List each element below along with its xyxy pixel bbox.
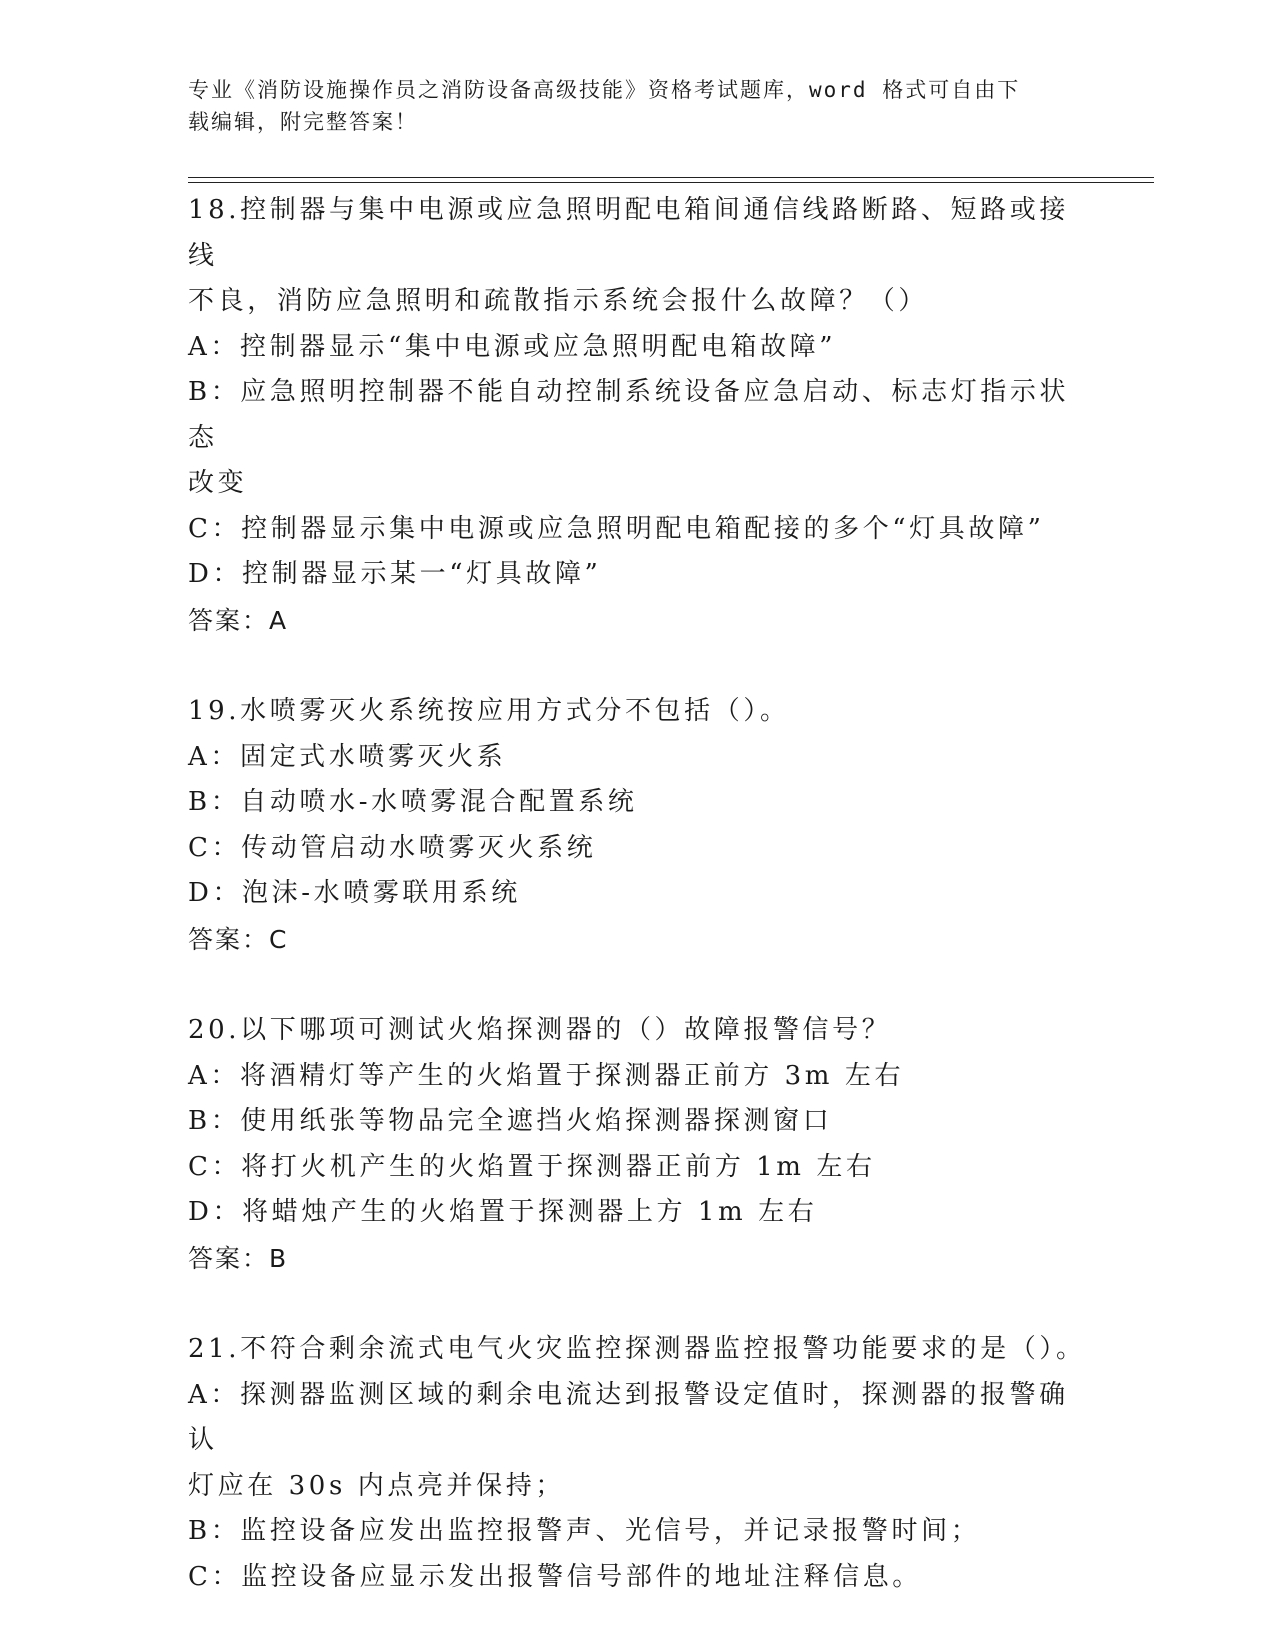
option-a: A：固定式水喷雾灭火系 (188, 741, 507, 772)
header-divider-top (188, 177, 1154, 178)
question-19 (188, 689, 1088, 962)
option-d: D：控制器显示某一“灯具故障” (188, 559, 602, 589)
option-b-continuation: 改变 (188, 468, 248, 498)
option-b: B：监控设备应发出监控报警声、光信号，并记录报警时间； (188, 1516, 981, 1546)
question-21 (188, 1327, 1088, 1600)
option-b: B：自动喷水-水喷雾混合配置系统 (188, 787, 638, 817)
option-c: C：控制器显示集中电源或应急照明配电箱配接的多个“灯具故障” (188, 513, 1045, 544)
answer-label: 答案：A (188, 605, 289, 635)
option-c: C：传动管启动水喷雾灭火系统 (188, 832, 597, 863)
question-spacer (188, 643, 1088, 689)
option-a: A：将酒精灯等产生的火焰置于探测器正前方 3m 左右 (188, 1060, 905, 1091)
header-line-1: 专业《消防设施操作员之消防设备高级技能》资格考试题库，word 格式可自由下 (188, 78, 1021, 102)
option-a: A：控制器显示“集中电源或应急照明配电箱故障” (188, 331, 837, 362)
option-b: B：应急照明控制器不能自动控制系统设备应急启动、标志灯指示状态 (188, 377, 1070, 453)
option-d: D：泡沫-水喷雾联用系统 (188, 878, 521, 908)
question-18 (188, 188, 1088, 643)
question-stem-line: 21.不符合剩余流式电气火灾监控探测器监控报警功能要求的是（）。 (188, 1334, 1086, 1364)
option-d: D：将蜡烛产生的火焰置于探测器上方 1m 左右 (188, 1197, 818, 1227)
question-list (188, 188, 1088, 1600)
option-b: B：使用纸张等物品完全遮挡火焰探测器探测窗口 (188, 1106, 833, 1136)
question-spacer (188, 1281, 1088, 1327)
question-stem-line: 18.控制器与集中电源或应急照明配电箱间通信线路断路、短路或接线 (188, 195, 1069, 271)
document-header (188, 74, 1088, 138)
question-stem-line: 不良，消防应急照明和疏散指示系统会报什么故障？（） (188, 286, 929, 316)
answer-label: 答案：B (188, 1243, 289, 1273)
question-stem-line: 20.以下哪项可测试火焰探测器的（）故障报警信号？ (188, 1015, 892, 1045)
option-a: A：探测器监测区域的剩余电流达到报警设定值时，探测器的报警确认 (188, 1379, 1069, 1455)
answer-label: 答案：C (188, 924, 289, 954)
header-line-2: 载编辑，附完整答案！ (188, 110, 418, 134)
question-spacer (188, 962, 1088, 1008)
header-divider-bottom (188, 182, 1154, 183)
question-20 (188, 1008, 1088, 1281)
question-stem-line: 19.水喷雾灭火系统按应用方式分不包括（）。 (188, 696, 790, 726)
option-a-continuation: 灯应在 30s 内点亮并保持； (188, 1470, 565, 1501)
option-c: C：监控设备应显示发出报警信号部件的地址注释信息。 (188, 1561, 922, 1592)
option-c: C：将打火机产生的火焰置于探测器正前方 1m 左右 (188, 1151, 876, 1182)
